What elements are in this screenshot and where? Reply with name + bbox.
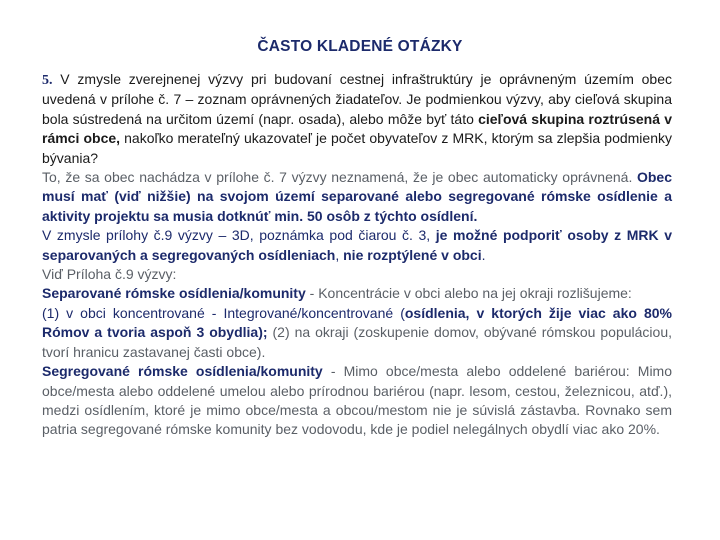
question-number: 5. [42,73,53,88]
answer-paragraph-2 [42,226,672,265]
answer-2-bold: je možné podporiť osoby z MRK v separovaných a segregovaných osídleniach [42,227,672,263]
answer-1-bold: Obec musí mať (viď nižšie) na svojom území separované alebo segregované rómske osídlenie a aktivity projektu sa musia dotknúť min. 50 osôb z týchto osídlení. [42,169,672,224]
answer-2-text-3: . [481,246,486,263]
annex-reference: Viď Príloha č.9 výzvy: [42,266,177,283]
faq-content [42,70,672,440]
concentrated-paragraph [42,304,672,362]
page-title: ČASTO KLADENÉ OTÁZKY [257,38,463,55]
concentrated-bold: osídlenia, v ktorých žije viac ako 80% Rómov a tvoria aspoň 3 obydlia); [42,304,672,341]
concentrated-text-1: (1) v obci koncentrované - Integrované/koncentrované ( [42,304,405,321]
answer-1-text: To, že sa obec nachádza v prílohe č. 7 výzvy neznamená, že je obec automaticky oprávnená. [42,169,637,186]
segregated-paragraph [42,362,672,440]
concentrated-text-2: (2) na okraji (zoskupenie domov, obývané rómskou populáciou, tvorí hranicu zastavanej časti obce). [42,324,673,360]
question-paragraph [42,70,672,168]
answer-2-bold-2: nie rozptýlené v obci [343,246,482,263]
question-text-1: V zmysle zverejnenej výzvy pri budovaní cestnej infraštruktúry je oprávneným územím obec uvedená v prílohe č. 7 – zoznam oprávnených žiadateľov. Je podmienkou výzvy, aby cieľová skupina bola sústredená na určitom území (napr. osada), alebo môže byť táto [42,71,672,127]
separated-label: Separované rómske osídlenia/komunity [42,285,306,302]
segregated-label: Segregované rómske osídlenia/komunity [42,363,323,380]
segregated-text: - Mimo obce/mesta alebo oddelené bariérou: Mimo obce/mesta alebo oddelené umelou alebo prírodnou bariérou (napr. lesom, cestou, železnicou, atď.), medzi osídlením, ktoré je mimo obce/mesta a obcou/mestom nie je súvislá zástavba. Rovnako sem patria segregované rómske komunity bez vodovodu, kde je podiel nelegálnych obydlí viac ako 20%. [42,363,673,438]
question-text-2: nakoľko merateľný ukazovateľ je počet obyvateľov z MRK, ktorým sa zlepšia podmienky bývania? [42,130,672,166]
separated-text: - Koncentrácie v obci alebo na jej okraji rozlišujeme: [305,285,632,302]
answer-paragraph-1 [42,168,672,226]
question-text-bold: cieľová skupina roztrúsená v rámci obce, [42,110,672,147]
answer-2-text-1: V zmysle prílohy č.9 výzvy – 3D, poznámka pod čiarou č. 3, [42,227,436,244]
separated-paragraph [42,284,672,303]
answer-2-text-2: , [335,246,344,263]
